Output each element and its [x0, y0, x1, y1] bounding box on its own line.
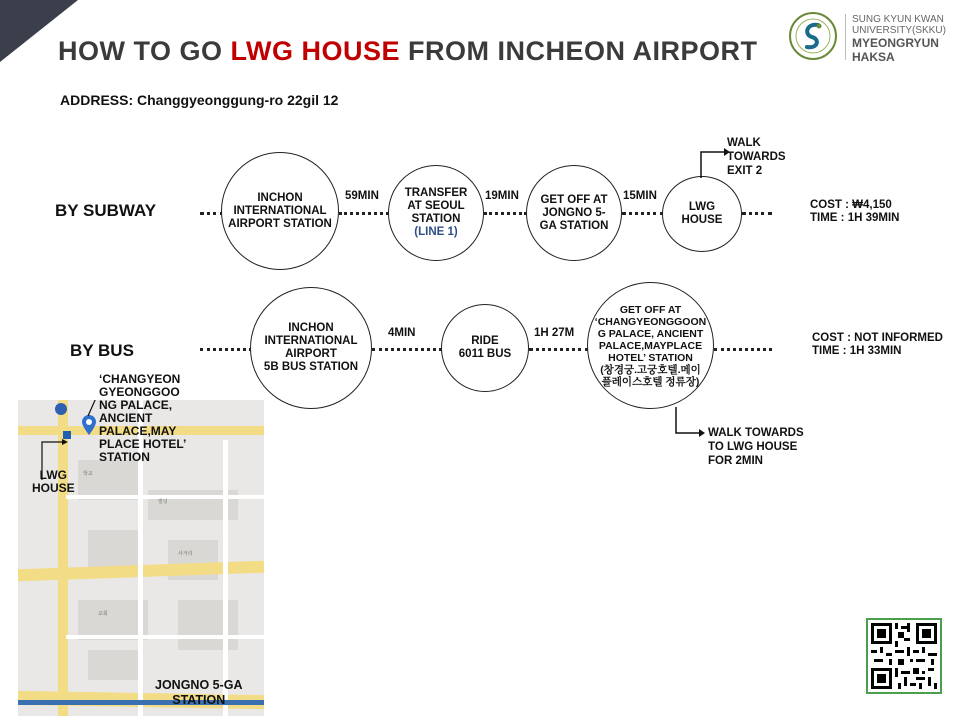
map-label: 사거리 — [178, 551, 193, 557]
subway-walk-note: WALK TOWARDS EXIT 2 — [727, 137, 786, 177]
connector — [529, 348, 589, 351]
subway-time-1: 59MIN — [345, 190, 379, 202]
subway-cost-info: COST : ₩4,150 TIME : 1H 39MIN — [810, 199, 900, 224]
bus-time-1: 4MIN — [388, 327, 416, 339]
connector — [622, 212, 664, 215]
subway-time-2: 19MIN — [485, 190, 519, 202]
bus-stop-ride-6011: RIDE 6011 BUS — [441, 304, 529, 392]
walk-arrow-icon — [668, 405, 708, 441]
map-label: 교회 — [98, 611, 108, 617]
map-house-label: LWG HOUSE — [32, 468, 75, 495]
bus-row-label: BY BUS — [70, 341, 134, 360]
university-emblem-icon — [788, 11, 838, 61]
map-label: 학교 — [83, 471, 93, 477]
map-station-label: JONGNO 5-GA STATION — [155, 678, 243, 707]
connector — [372, 348, 442, 351]
subway-stop-lwg-house: LWG HOUSE — [662, 176, 742, 252]
connector — [484, 212, 527, 215]
qr-code — [866, 618, 942, 694]
address: ADDRESS: Changgyeonggung-ro 22gil 12 — [60, 92, 339, 108]
connector — [200, 348, 252, 351]
bus-stop-incheon-airport: INCHON INTERNATIONAL AIRPORT 5B BUS STATION — [250, 287, 372, 409]
bus-walk-note: WALK TOWARDS TO LWG HOUSE FOR 2MIN — [708, 427, 804, 467]
page-title: HOW TO GO LWG HOUSE FROM INCHEON AIRPORT — [58, 36, 758, 66]
qr-code-icon — [868, 620, 940, 692]
connector — [742, 212, 772, 215]
logo-divider — [845, 14, 846, 60]
title-accent: LWG HOUSE — [230, 36, 401, 66]
bus-cost-info: COST : NOT INFORMED TIME : 1H 33MIN — [812, 332, 943, 357]
connector — [714, 348, 772, 351]
subway-stop-incheon-airport: INCHON INTERNATIONAL AIRPORT STATION — [221, 152, 339, 270]
bus-stop-changgyeonggung: GET OFF AT ‘CHANGYEONGGOON G PALACE, ANCIENT PALACE,MAYPLACE HOTEL’ STATION (창경궁.고궁호텔.메이 플레이스호텔 정류장) — [587, 282, 714, 409]
subway-time-3: 15MIN — [623, 190, 657, 202]
bus-time-2: 1H 27M — [534, 327, 575, 339]
university-name: SUNG KYUN KWAN UNIVERSITY(SKKU) MYEONGRYUN HAKSA — [852, 14, 946, 64]
map-stop-label: ‘CHANGYEON GYEONGGOO NG PALACE, ANCIENT PALACE,MAY PLACE HOTEL’ STATION — [99, 372, 187, 464]
subway-row-label: BY SUBWAY — [55, 201, 157, 220]
map-label: 빌딩 — [158, 499, 168, 505]
university-logo — [788, 11, 838, 61]
subway-stop-seoul-station: TRANSFER AT SEOUL STATION (LINE 1) — [388, 165, 484, 261]
connector — [339, 212, 389, 215]
subway-stop-jongno: GET OFF AT JONGNO 5- GA STATION — [526, 165, 622, 261]
walk-arrow-icon — [690, 140, 730, 180]
